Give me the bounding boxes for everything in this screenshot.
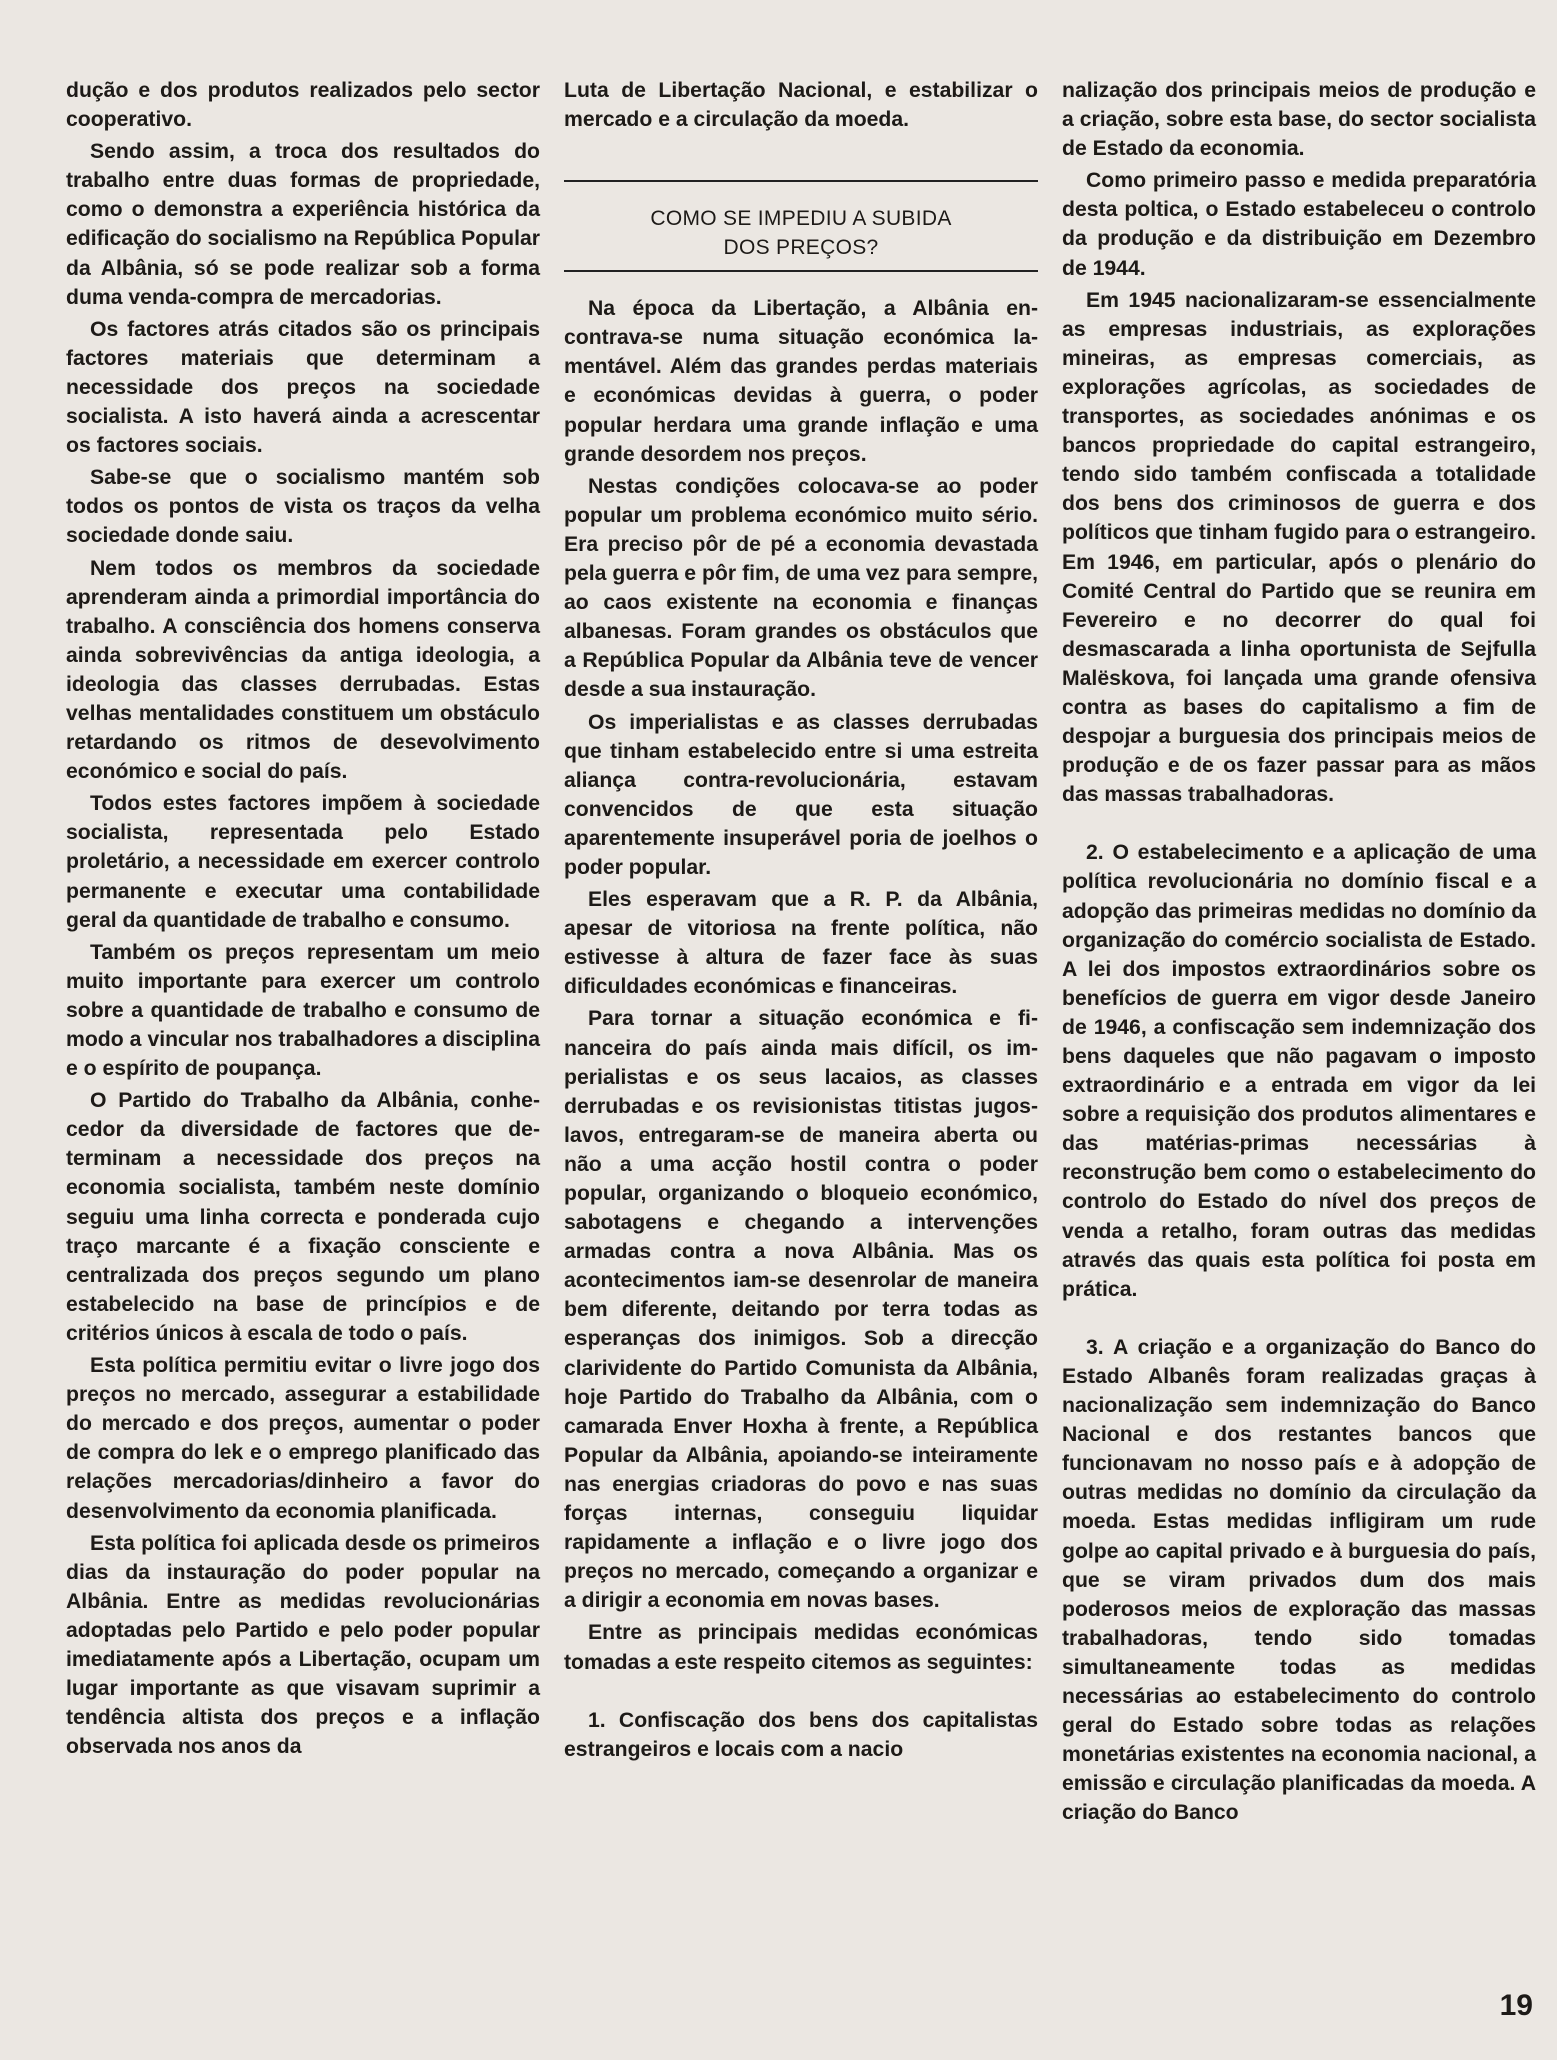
section-heading (564, 204, 1038, 262)
paragraph: Os factores atrás citados são os principais factores materiais que determinam a necessidade dos preços na sociedade socialista. A isto haverá ainda a acrescentar os factores sociais. (66, 317, 540, 458)
paragraph: Eles esperavam que a R. P. da Albânia, apesar de vitoriosa na frente política, não estivesse à altura de fazer face às suas dificuldades económicas e financeiras. (564, 888, 1038, 999)
paragraph: Em 1945 nacionalizaram-se essencialmente as empresas industriais, as explorações mineiras, as empresas comerciais, as explorações agrícolas, as sociedades de transportes, as sociedades anónimas e os bancos propriedade do capital estrangeiro, tendo sido também confiscada a totalidade dos bens dos criminosos de guerra e dos políticos que tinham fugido para o estrangeiro. Em 1946, em particular, após o plenário do Comité Central do Partido que se reunira em Fevereiro e no decorrer do qual foi desmascarada a linha oportunista de Sejfulla Malëskova, foi lançada uma grande ofensiva contra as bases do capitalismo a fim de despojar a burguesia dos principais meios de produção e de os fazer passar para as mãos das massas trabalhadoras. (1062, 288, 1536, 807)
section-heading-line-2: DOS PREÇOS? (723, 236, 879, 260)
paragraph: Os imperialistas e as classes derrubadas que tinham estabelecido entre si uma estreita aliança contra-revolucionária, estavam convencidos de que esta situação aparentemente insuperável poria de joelhos o poder popular. (564, 710, 1038, 879)
paragraph: O Partido do Trabalho da Albânia, conhecedor da diversidade de factores que determinam a necessidade dos preços na economia socialista, também neste domínio seguiu uma linha correcta e ponderada cujo traço marcante é a fixação consciente e centralizada dos preços segundo um plano estabelecido na base de princípios e de critérios únicos à escala de todo o país. (66, 1089, 540, 1345)
paragraph: Entre as principais medidas económicas tomadas a este respeito citemos as seguintes: (564, 1621, 1038, 1674)
paragraph: Esta política permitiu evitar o livre jogo dos preços no mercado, assegurar a estabilidade do mercado e dos preços, aumentar o poder de compra do lek e o emprego planificado das relações mercadorias/dinheiro a favor do desenvolvimento da economia planificada. (66, 1354, 540, 1523)
list-item-2: 2. O estabelecimento e a aplicação de uma política revolucionária no domínio fiscal e a adopção das primeiras medidas no domínio da organização do comércio socialista de Estado. A lei dos impostos extraordinários sobre os benefícios de guerra em vigor desde Janeiro de 1946, a confiscação sem indemnização dos bens daqueles que não pagavam o imposto extraordinário e a entrada em vigor da lei sobre a requisição dos produtos alimentares e das matérias-primas necessárias à reconstrução bem como o estabelecimento do controlo do Estado do nível dos preços de venda a retalho, foram outras das medidas através das quais esta política foi posta em prática. (1062, 841, 1536, 1301)
paragraph: Para tornar a situação económica e financeira do país ainda mais difícil, os imperialistas e os seus lacaios, as classes derrubadas e os revisionistas titistas jugoslavos, entregaram-se de maneira aberta ou não a uma acção hostil contra o poder popular, organizando o bloqueio económico, sabotagens e chegando a intervenções armadas contra a nova Albânia. Mas os acontecimentos iam-se desenrolar de maneira bem diferente, deitando por terra todas as esperanças dos inimigos. Sob a direcção clarividente do Partido Comunista da Albânia, hoje Partido do Trabalho da Albânia, com o camarada Enver Hoxha à frente, a República Popular da Albânia, apoiando-se inteiramente nas energias criadoras do povo e nas suas forças internas, conseguiu liquidar rapidamente a inflação e o livre jogo dos preços no mercado, começando a organizar e a dirigir a economia em novas bases. (564, 1007, 1038, 1613)
section-heading-line-1: COMO SE IMPEDIU A SUBIDA (650, 207, 952, 231)
column-left (66, 76, 540, 1764)
column-middle (564, 76, 1038, 1767)
paragraph: nalização dos principais meios de produção e a criação, sobre esta base, do sector socialista de Estado da economia. (1062, 79, 1536, 161)
paragraph: Sabe-se que o socialismo mantém sob todos os pontos de vista os traços da velha sociedade donde saiu. (66, 466, 540, 548)
paragraph: dução e dos produtos realizados pelo sector cooperativo. (66, 79, 540, 132)
list-item-1: 1. Confiscação dos bens dos capitalistas estrangeiros e locais com a nacio (564, 1708, 1038, 1761)
paragraph: Na época da Libertação, a Albânia encontrava-se numa situação económica lamentável. Além das grandes perdas materiais e económicas devidas à guerra, o poder popular herdara uma grande inflação e uma grande desordem nos preços. (564, 297, 1038, 466)
section-rule-bottom (564, 270, 1038, 272)
section-rule-top (564, 180, 1038, 182)
paragraph: Luta de Libertação Nacional, e estabilizar o mercado e a circulação da moeda. (564, 79, 1038, 132)
paragraph: Esta política foi aplicada desde os primeiros dias da instauração do poder popular na Albânia. Entre as medidas revolucionárias adoptadas pelo Partido e pelo poder popular imediatamente após a Libertação, ocupam um lugar importante as que visavam suprimir a tendência altista dos preços e a inflação observada nos anos da (66, 1531, 540, 1759)
page-number: 19 (1499, 1989, 1533, 2022)
paragraph: Como primeiro passo e medida preparatória desta poltica, o Estado estabeleceu o controlo da produção e da distribuição em Dezembro de 1944. (1062, 169, 1536, 280)
column-right (1062, 76, 1536, 1830)
paragraph: Nestas condições colocava-se ao poder popular um problema económico muito sério. Era preciso pôr de pé a economia devastada pela guerra e pôr fim, de uma vez para sempre, ao caos existente na economia e finanças albanesas. Foram grandes os obstáculos que a República Popular da Albânia teve de vencer desde a sua instauração. (564, 474, 1038, 702)
paragraph: Todos estes factores impõem à sociedade socialista, representada pelo Estado proletário, a necessidade em exercer controlo permanente e executar uma contabilidade geral da quantidade de trabalho e consumo. (66, 792, 540, 932)
paragraph: Sendo assim, a troca dos resultados do trabalho entre duas formas de propriedade, como o demonstra a experiência histórica da edificação do socialismo na República Popular da Albânia, só se pode realizar sob a forma duma venda-compra de mercadorias. (66, 140, 540, 309)
paragraph: Também os preços representam um meio muito importante para exercer um controlo sobre a quantidade de trabalho e consumo de modo a vincular nos trabalhadores a disciplina e o espírito de poupança. (66, 940, 540, 1081)
list-item-3: 3. A criação e a organização do Banco do Estado Albanês foram realizadas graças à nacionalização sem indemnização do Banco Nacional e dos restantes bancos que funcionavam no nosso país e à adopção de outras medidas no domínio da circulação da moeda. Estas medidas infligiram um rude golpe ao capital privado e à burguesia do país, que se viram privados dum dos mais poderosos meios de exploração das massas trabalhadoras, tendo sido tomadas simultaneamente todas as medidas necessárias ao estabelecimento do controlo geral do Estado sobre todas as relações monetárias existentes na economia nacional, a emissão e circulação planificadas da moeda. A criação do Banco (1062, 1335, 1536, 1825)
paragraph: Nem todos os membros da sociedade aprenderam ainda a primordial importância do trabalho. A consciência dos homens conserva ainda sobrevivências da antiga ideologia, a ideologia das classes derrubadas. Estas velhas mentalidades constituem um obstáculo retardando os ritmos de desevolvimento económico e social do país. (66, 556, 540, 784)
